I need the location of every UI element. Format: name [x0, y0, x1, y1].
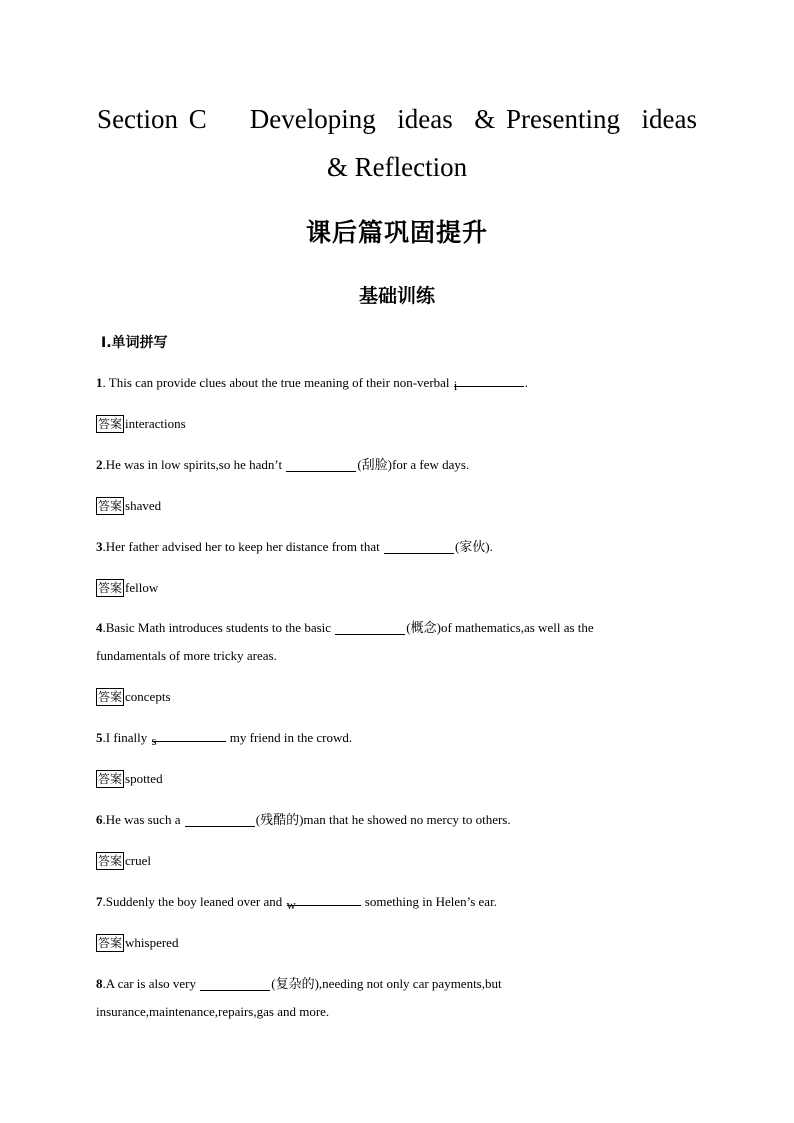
answer-3	[96, 579, 158, 597]
question-7	[96, 888, 497, 916]
question-number: 4	[96, 620, 103, 635]
answer-4	[96, 688, 171, 706]
question-8	[96, 970, 502, 1026]
question-number: 5	[96, 730, 103, 745]
answer-tag: 答案	[98, 772, 123, 786]
part-heading: Ⅰ.单词拼写	[101, 335, 168, 351]
answer-text: interactions	[125, 416, 186, 431]
question-text-continued: fundamentals of more tricky areas.	[96, 648, 277, 663]
answer-7	[96, 934, 178, 952]
answer-blank	[151, 727, 226, 748]
question-text-after: (刮脸)for a few days.	[357, 457, 470, 472]
answer-tag: 答案	[98, 854, 123, 868]
question-number: 1	[96, 375, 103, 390]
question-text-after: (残酷的)man that he showed no mercy to others.	[255, 812, 511, 827]
answer-blank	[384, 539, 454, 554]
answer-2	[96, 497, 161, 515]
question-text: .He was such a	[102, 812, 184, 827]
answer-tag: 答案	[98, 581, 123, 595]
question-text-after: (概念)of mathematics,as well as the	[406, 620, 594, 635]
question-text-after: my friend in the crowd.	[226, 730, 353, 745]
answer-tag: 答案	[98, 690, 123, 704]
question-text: .Basic Math introduces students to the basic	[102, 620, 335, 635]
question-number: 3	[96, 539, 103, 554]
question-text-continued: insurance,maintenance,repairs,gas and more.	[96, 1004, 330, 1019]
answer-blank	[185, 812, 255, 827]
question-number: 8	[96, 976, 103, 991]
answer-tag: 答案	[98, 499, 123, 513]
answer-text: cruel	[125, 853, 151, 868]
question-text-after: (家伙).	[454, 539, 493, 554]
answer-text: fellow	[125, 580, 159, 595]
question-6	[96, 806, 511, 834]
answer-text: whispered	[125, 935, 179, 950]
question-number: 6	[96, 812, 103, 827]
blank-hint: s	[151, 733, 157, 748]
blank-hint: i	[453, 378, 458, 393]
answer-6	[96, 852, 151, 870]
answer-blank	[335, 620, 405, 635]
question-number: 2	[96, 457, 103, 472]
question-text: .I finally	[102, 730, 151, 745]
answer-1	[96, 415, 186, 433]
answer-blank	[286, 457, 356, 472]
question-text-after: (复杂的),needing not only car payments,but	[271, 976, 502, 991]
question-3	[96, 533, 493, 561]
answer-blank	[453, 372, 524, 393]
title-chinese: 课后篇巩固提升	[305, 218, 488, 247]
title-line-2: & Reflection	[326, 152, 468, 182]
answer-text: spotted	[125, 771, 163, 786]
question-5	[96, 724, 352, 752]
question-text: .He was in low spirits,so he hadn’t	[102, 457, 286, 472]
answer-text: shaved	[125, 498, 162, 513]
question-text: . This can provide clues about the true meaning of their non-verbal	[102, 375, 453, 390]
question-number: 7	[96, 894, 103, 909]
blank-hint: w	[286, 897, 296, 912]
question-4	[96, 614, 594, 670]
question-2	[96, 451, 469, 479]
question-text-after: something in Helen’s ear.	[361, 894, 497, 909]
answer-blank	[200, 976, 270, 991]
answer-blank	[286, 891, 361, 912]
title-line-1: Section C Developing ideas & Presenting ideas	[97, 104, 697, 134]
question-1	[96, 369, 528, 397]
section-subheading: 基础训练	[358, 285, 435, 307]
answer-tag: 答案	[98, 936, 123, 950]
question-text: .A car is also very	[102, 976, 200, 991]
answer-tag: 答案	[98, 417, 123, 431]
question-text: .Suddenly the boy leaned over and	[102, 894, 286, 909]
answer-5	[96, 770, 163, 788]
answer-text: concepts	[125, 689, 171, 704]
question-text-after: .	[524, 375, 529, 390]
question-text: .Her father advised her to keep her distance from that	[102, 539, 383, 554]
